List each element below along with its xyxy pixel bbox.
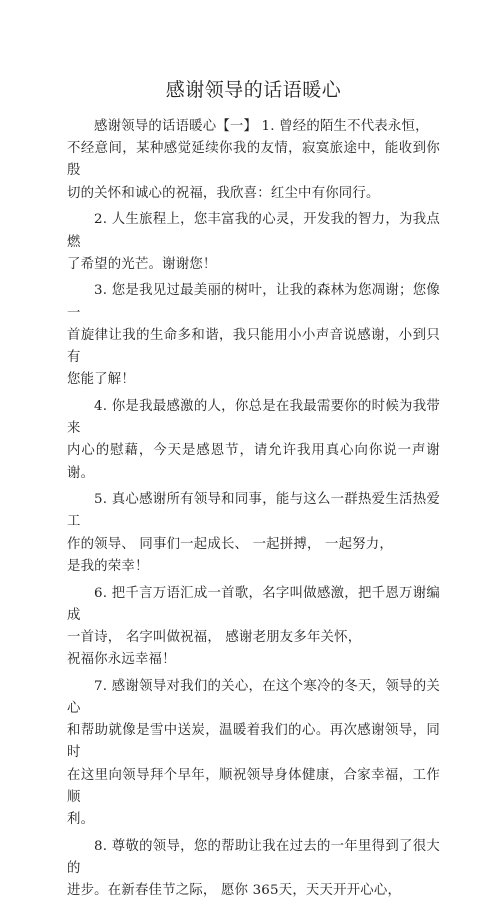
paragraph-line: 4. 你是我最感激的人，你总是在我最需要你的时候为我带来	[67, 398, 440, 437]
paragraph-line: 感谢领导的话语暖心【一】 1. 曾经的陌生不代表永恒，	[94, 119, 429, 134]
paragraph-7	[67, 676, 440, 831]
paragraph-line: 3. 您是我见过最美丽的树叶，让我的森林为您凋谢；您像一	[67, 283, 440, 321]
paragraph-line: 首旋律让我的生命多和谐，我只能用小小声音说感谢，小到只有	[67, 327, 440, 366]
document-title: 感谢领导的话语暖心	[165, 79, 342, 101]
paragraph-line: 和帮助就像是雪中送炭，温暖着我们的心。再次感谢领导，同时	[67, 723, 440, 761]
paragraph-5	[67, 489, 440, 578]
paragraph-line: 作的领导、 同事们一起成长、 一起拼搏， 一起努力，	[67, 536, 393, 552]
paragraph-line: 了希望的光芒。谢谢您！	[67, 256, 217, 272]
paragraph-line: 利。	[67, 812, 95, 828]
paragraph-6	[67, 583, 440, 672]
paragraph-line: 您能了解！	[67, 372, 135, 388]
paragraph-line: 8. 尊敬的领导，您的帮助让我在过去的一年里得到了很大的	[67, 838, 440, 876]
paragraph-line: 5. 真心感谢所有领导和同事，能与这么一群热爱生活热爱工	[67, 492, 440, 530]
paragraph-line: 6. 把千言万语汇成一首歌，名字叫做感激，把千恩万谢编成	[67, 585, 440, 623]
paragraph-line: 祝福你永远幸福！	[67, 652, 176, 668]
paragraph-4	[67, 396, 440, 485]
paragraph-3	[67, 280, 440, 391]
paragraph-line: 内心的慰藉，今天是感恩节，请允许我用真心向你说一声谢谢。	[67, 443, 440, 481]
paragraph-line: 2. 人生旅程上，您丰富我的心灵，开发我的智力，为我点燃	[67, 212, 440, 250]
paragraph-line: 不经意间，某种感觉延续你我的友情，寂寞旅途中，能收到你殷	[67, 141, 440, 179]
paragraph-line: 是我的荣幸！	[67, 558, 149, 574]
paragraph-line: 7. 感谢领导对我们的关心，在这个寒冷的冬天，领导的关心	[67, 678, 440, 717]
paragraph-line: 切的关怀和诚心的祝福，我欣喜：红尘中有你同行。	[67, 185, 380, 201]
paragraph-2	[67, 209, 440, 276]
paragraph-8	[67, 836, 440, 902]
paragraph-line: 进步。在新春佳节之际， 愿你 365天，天天开开心心，	[67, 883, 402, 899]
paragraph-line: 在这里向领导拜个早年，顺祝领导身体健康，合家幸福，工作顺	[67, 767, 440, 805]
paragraph-1	[67, 116, 440, 205]
paragraph-line: 一首诗， 名字叫做祝福， 感谢老朋友多年关怀，	[67, 629, 362, 645]
